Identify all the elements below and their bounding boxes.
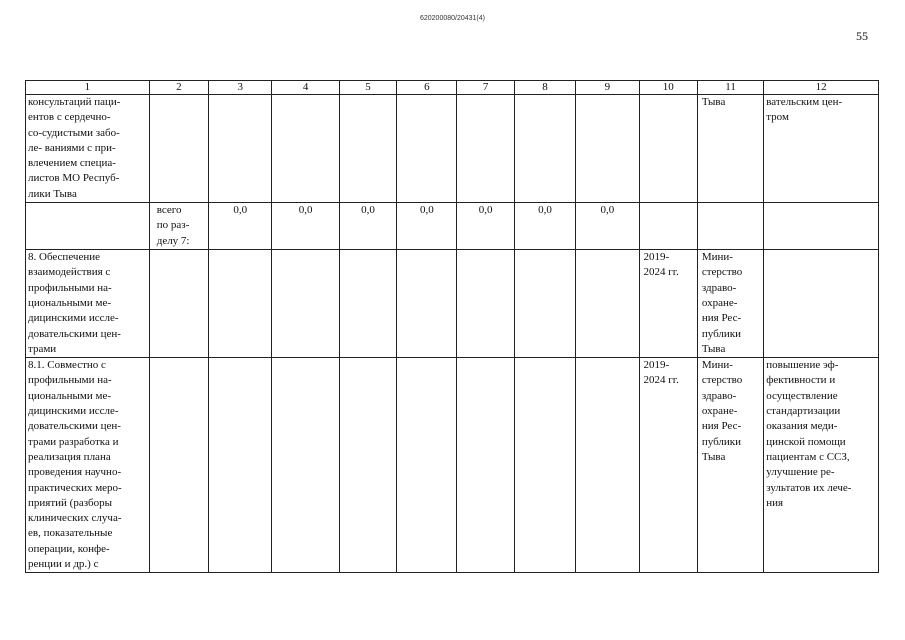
total-value: 0,0 (457, 203, 514, 250)
column-header: 6 (397, 81, 457, 95)
column-number-row (26, 81, 879, 95)
total-value: 0,0 (514, 203, 575, 250)
row-description: 8. Обеспечение взаимодействия с профильными на- циональными ме- дицинскими иссле- довательскими цен- трами (26, 250, 150, 358)
table-row (26, 358, 879, 573)
total-value: 0,0 (209, 203, 272, 250)
column-header: 3 (209, 81, 272, 95)
column-header: 2 (149, 81, 208, 95)
column-header: 9 (576, 81, 639, 95)
total-label: всего по раз- делу 7: (149, 203, 208, 250)
row-description: 8.1. Совместно с профильными на- циональными ме- дицинскими иссле- довательскими цен- трами разработка и реализация плана проведения научно- практических меро- приятий (разборы клинических случа- ев, показательные операции, конфе- ренции и др.) с (26, 358, 150, 573)
responsible-cell: Тыва (697, 95, 763, 203)
period-cell: 2019- 2024 гг. (639, 358, 697, 573)
table-row (26, 250, 879, 358)
responsible-cell: Мини- стерство здраво- охране- ния Рес- публики Тыва (697, 358, 763, 573)
responsible-cell: Мини- стерство здраво- охране- ния Рес- публики Тыва (697, 250, 763, 358)
page-number: 55 (856, 29, 868, 43)
column-header: 8 (514, 81, 575, 95)
result-cell: вательским цен- тром (764, 95, 879, 203)
column-header: 12 (764, 81, 879, 95)
period-cell: 2019- 2024 гг. (639, 250, 697, 358)
table-row (26, 95, 879, 203)
document-id: 620200080/20431(4) (419, 15, 485, 22)
table-row-total (26, 203, 879, 250)
column-header: 11 (697, 81, 763, 95)
column-header: 5 (339, 81, 396, 95)
column-header: 4 (272, 81, 339, 95)
total-value: 0,0 (397, 203, 457, 250)
total-value: 0,0 (339, 203, 396, 250)
result-cell: повышение эф- фективности и осуществление стандартизации оказания меди- цинской помощи пациентам с ССЗ, улучшение ре- зультатов их лече- ния (764, 358, 879, 573)
column-header: 7 (457, 81, 514, 95)
total-value: 0,0 (272, 203, 339, 250)
column-header: 1 (26, 81, 150, 95)
column-header: 10 (639, 81, 697, 95)
program-table (25, 80, 879, 573)
row-description: консультаций паци- ентов с сердечно- со-судистыми забо- ле- ваниями с при- влечением специа- листов МО Респуб- лики Тыва (26, 95, 150, 203)
total-value: 0,0 (576, 203, 639, 250)
